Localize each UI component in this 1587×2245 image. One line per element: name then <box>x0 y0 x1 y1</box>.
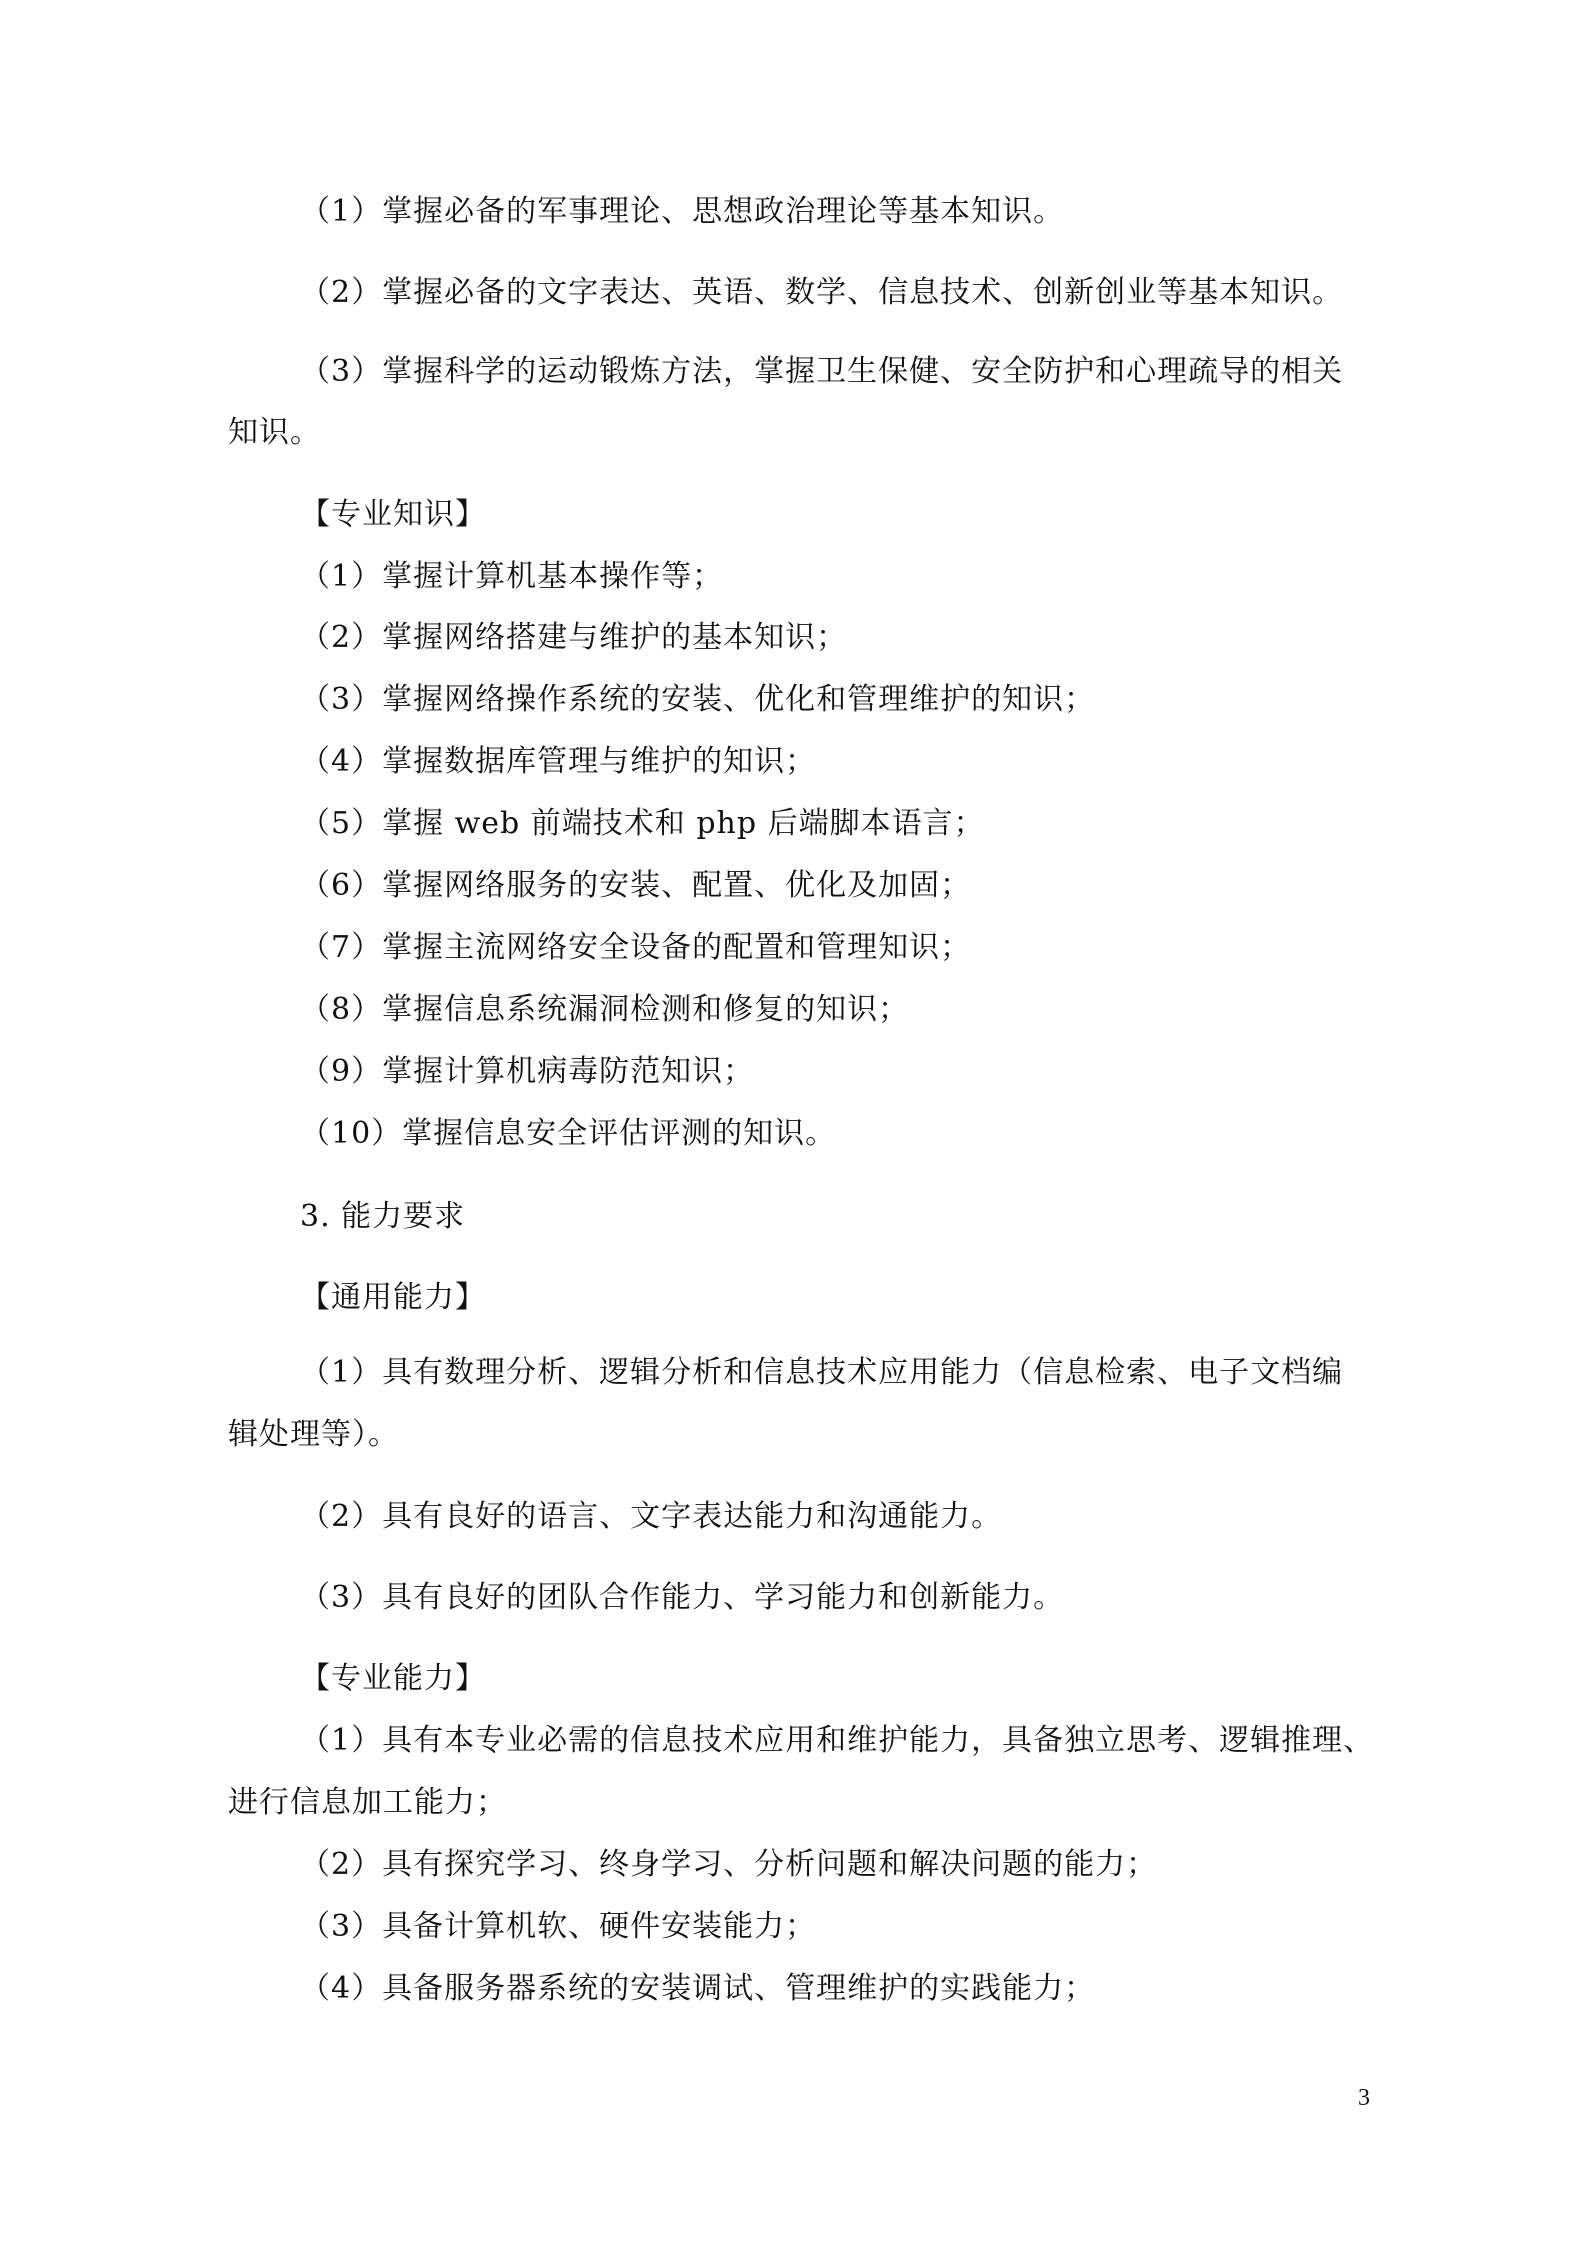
paragraph-line: （3）具有良好的团队合作能力、学习能力和创新能力。 <box>300 1580 1065 1615</box>
paragraph-line: 知识。 <box>228 415 321 450</box>
section-heading: 3. 能力要求 <box>300 1199 466 1234</box>
list-item: （4）掌握数据库管理与维护的知识； <box>300 744 817 779</box>
list-item: （6）掌握网络服务的安装、配置、优化及加固； <box>300 868 972 903</box>
list-item: （3）具备计算机软、硬件安装能力； <box>300 1909 817 1944</box>
list-item: （5）掌握 web 前端技术和 php 后端脚本语言； <box>300 806 985 841</box>
section-heading: 【通用能力】 <box>300 1280 486 1315</box>
paragraph-line: （2）掌握必备的文字表达、英语、数学、信息技术、创新创业等基本知识。 <box>300 275 1344 310</box>
section-heading: 【专业知识】 <box>300 497 486 532</box>
list-item: （3）掌握网络操作系统的安装、优化和管理维护的知识； <box>300 682 1096 717</box>
paragraph-line: （2）具有良好的语言、文字表达能力和沟通能力。 <box>300 1499 1003 1534</box>
list-item: （9）掌握计算机病毒防范知识； <box>300 1054 755 1089</box>
paragraph-line: （1）具有数理分析、逻辑分析和信息技术应用能力（信息检索、电子文档编 <box>300 1355 1344 1390</box>
list-item: （4）具备服务器系统的安装调试、管理维护的实践能力； <box>300 1971 1096 2006</box>
section-heading: 【专业能力】 <box>300 1661 486 1696</box>
paragraph-line: （3）掌握科学的运动锻炼方法，掌握卫生保健、安全防护和心理疏导的相关 <box>300 354 1344 389</box>
list-item: （8）掌握信息系统漏洞检测和修复的知识； <box>300 992 910 1027</box>
list-item: （1）具有本专业必需的信息技术应用和维护能力，具备独立思考、逻辑推理、 <box>300 1723 1375 1758</box>
list-item: （2）具有探究学习、终身学习、分析问题和解决问题的能力； <box>300 1847 1158 1882</box>
page-number: 3 <box>1358 2085 1370 2111</box>
list-item: （10）掌握信息安全评估评测的知识。 <box>300 1116 837 1151</box>
list-item: （7）掌握主流网络安全设备的配置和管理知识； <box>300 930 972 965</box>
paragraph-line: 辑处理等）。 <box>228 1417 399 1452</box>
paragraph-line: （1）掌握必备的军事理论、思想政治理论等基本知识。 <box>300 194 1065 229</box>
list-item: 进行信息加工能力； <box>228 1785 507 1820</box>
list-item: （2）掌握网络搭建与维护的基本知识； <box>300 620 848 655</box>
list-item: （1）掌握计算机基本操作等； <box>300 559 724 594</box>
